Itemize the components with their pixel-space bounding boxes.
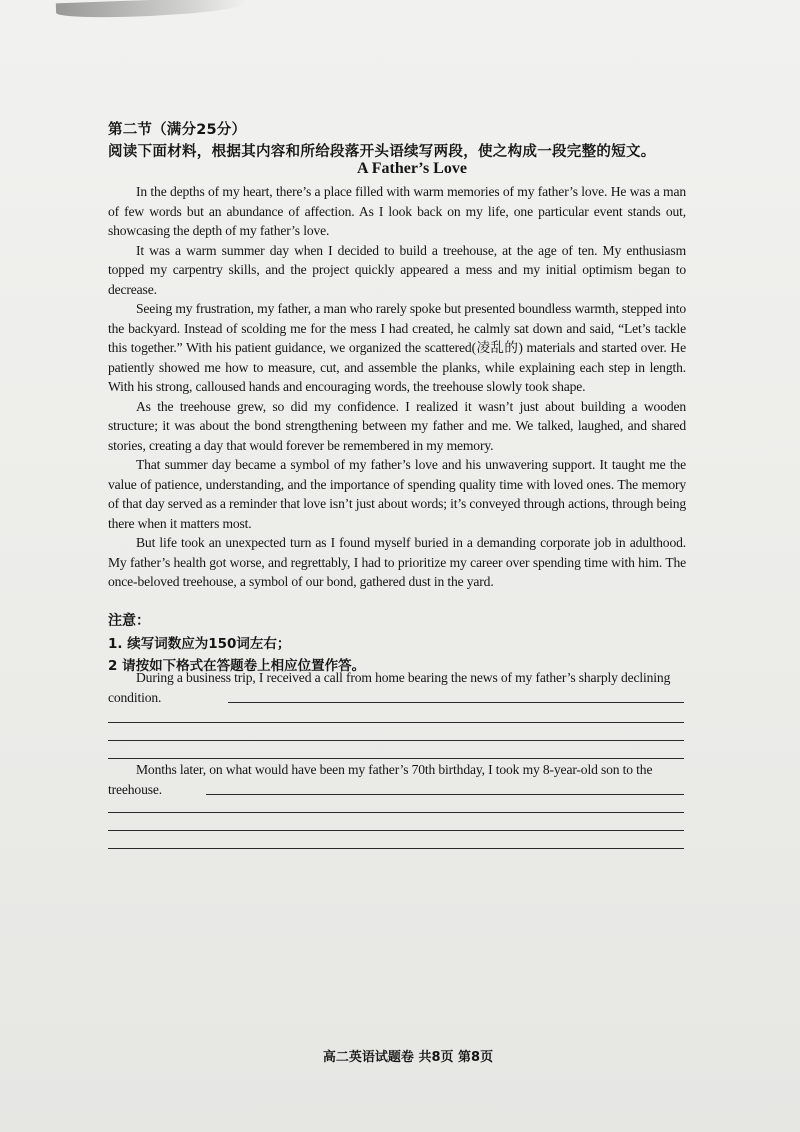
- note-item: 1. 续写词数应为150词左右；: [108, 636, 291, 652]
- story-title: A Father’s Love: [357, 160, 467, 177]
- section-heading: 第二节（满分25分）: [108, 122, 247, 138]
- answer-line[interactable]: [206, 794, 684, 795]
- answer-line[interactable]: [108, 848, 684, 849]
- answer-line[interactable]: [108, 830, 684, 831]
- answer-line[interactable]: [228, 702, 684, 703]
- page-footer: 高二英语试题卷 共8页 第8页: [322, 1050, 494, 1065]
- answer-line[interactable]: [108, 722, 684, 723]
- notes-label: 注意：: [108, 613, 150, 629]
- story-paragraph: Seeing my frustration, my father, a man who rarely spoke but presented boundless warmth, stepped into the backyard. Instead of scolding me for the mess I had created, he calmly sat down and said, “Let’s tackle this together.” With his patient guidance, we organized the scattered(凌乱的) materials and started over. He patiently showed me how to measure, cut, and assemble the planks, while explaining each step in length. With his strong, calloused hands and encouraging words, the treehouse slowly took shape.: [108, 301, 686, 394]
- note-item: 2 请按如下格式在答题卷上相应位置作答。: [108, 658, 366, 674]
- answer-line[interactable]: [108, 758, 684, 759]
- answer-line[interactable]: [108, 740, 684, 741]
- story-paragraph: As the treehouse grew, so did my confidence. I realized it wasn’t just about building a wooden structure; it was about the bond strengthening between my father and me. We talked, laughed, and shared stories, creating a day that would forever be remembered in my memory.: [108, 398, 686, 453]
- story-paragraph: In the depths of my heart, there’s a place filled with warm memories of my father’s love. He was a man of few words but an abundance of affection. As I look back on my life, one particular event stands out, showcasing the depth of my father’s love.: [108, 184, 686, 238]
- story-paragraph: It was a warm summer day when I decided to build a treehouse, at the age of ten. My enthusiasm topped my carpentry skills, and the project quickly appeared a mess and my initial optimism began to decrease.: [108, 242, 686, 297]
- answer-line[interactable]: [108, 812, 684, 813]
- continuation-prompt-2: Months later, on what would have been my father’s 70th birthday, I took my 8-year-old son to the treehouse.: [108, 762, 653, 797]
- story-paragraph: But life took an unexpected turn as I found myself buried in a demanding corporate job in adulthood. My father’s health got worse, and regrettably, I had to prioritize my career over spending time with him. The once-beloved treehouse, a symbol of our bond, gathered dust in the yard.: [108, 535, 686, 589]
- scan-smudge: [56, 0, 246, 19]
- continuation-prompt-1: During a business trip, I received a call from home bearing the news of my father’s sharply declining condition.: [108, 670, 671, 705]
- story-paragraph: That summer day became a symbol of my father’s love and his unwavering support. It taught me the value of patience, understanding, and the importance of spending quality time with loved ones. The memory of that day served as a reminder that love isn’t just about words; it’s conveyed through actions, through being there when it matters most.: [108, 457, 686, 531]
- writing-instruction: 阅读下面材料，根据其内容和所给段落开头语续写两段，使之构成一段完整的短文。: [108, 144, 656, 160]
- story-body: [108, 182, 686, 592]
